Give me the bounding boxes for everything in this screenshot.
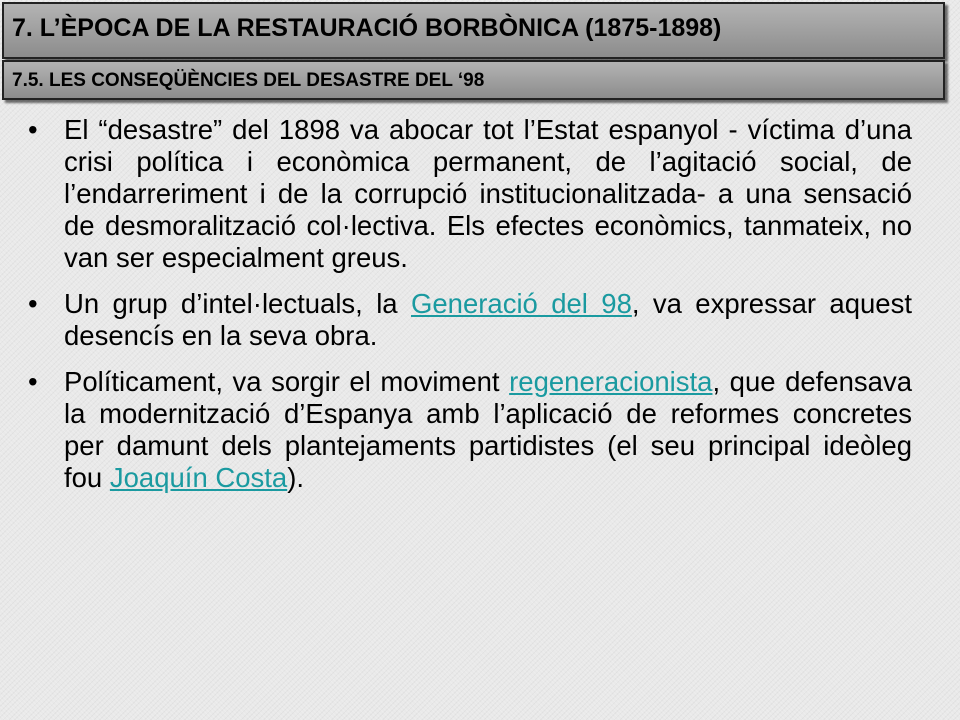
slide-subtitle: 7.5. LES CONSEQÜÈNCIES DEL DESASTRE DEL ‘98 xyxy=(12,70,485,91)
bullet-icon: • xyxy=(28,288,38,319)
link-regeneracionista[interactable]: regeneracionista xyxy=(509,366,713,397)
link-joaquin-costa[interactable]: Joaquín Costa xyxy=(109,462,288,493)
bullet-icon: • xyxy=(28,366,38,397)
bullet-text: Un grup d’intel·lectuals, la xyxy=(64,288,411,319)
slide-body xyxy=(24,114,912,508)
bullet-icon: • xyxy=(28,114,38,145)
bullet-item-3 xyxy=(24,366,912,494)
bullet-text: ). xyxy=(287,462,305,493)
bullet-item-1 xyxy=(24,114,912,274)
bullet-text: El “desastre” del 1898 va abocar tot l’Estat espanyol - víctima d’una crisi política i econòmica permanent, de l’agitació social, de l’endarreriment i de la corrupció institucionalitzada- a una sensació de desmoralització col·lectiva. Els efectes econòmics, tanmateix, no van ser especialment greus. xyxy=(64,114,912,273)
bullet-item-2 xyxy=(24,288,912,352)
slide-title-bar xyxy=(2,2,945,59)
bullet-text: Políticament, va sorgir el moviment xyxy=(64,366,510,397)
bullet-text: , va expressar aquest desencís en la seva obra. xyxy=(64,288,912,351)
link-generacio-del-98[interactable]: Generació del 98 xyxy=(410,288,632,319)
slide-subtitle-bar xyxy=(2,60,945,100)
bullet-text: , que defensava la modernització d’Espanya amb l’aplicació de reformes concretes per damunt dels plantejaments partidistes (el seu principal ideòleg fou xyxy=(64,366,912,493)
slide-title: 7. L’ÈPOCA DE LA RESTAURACIÓ BORBÒNICA (1875-1898) xyxy=(12,14,722,42)
